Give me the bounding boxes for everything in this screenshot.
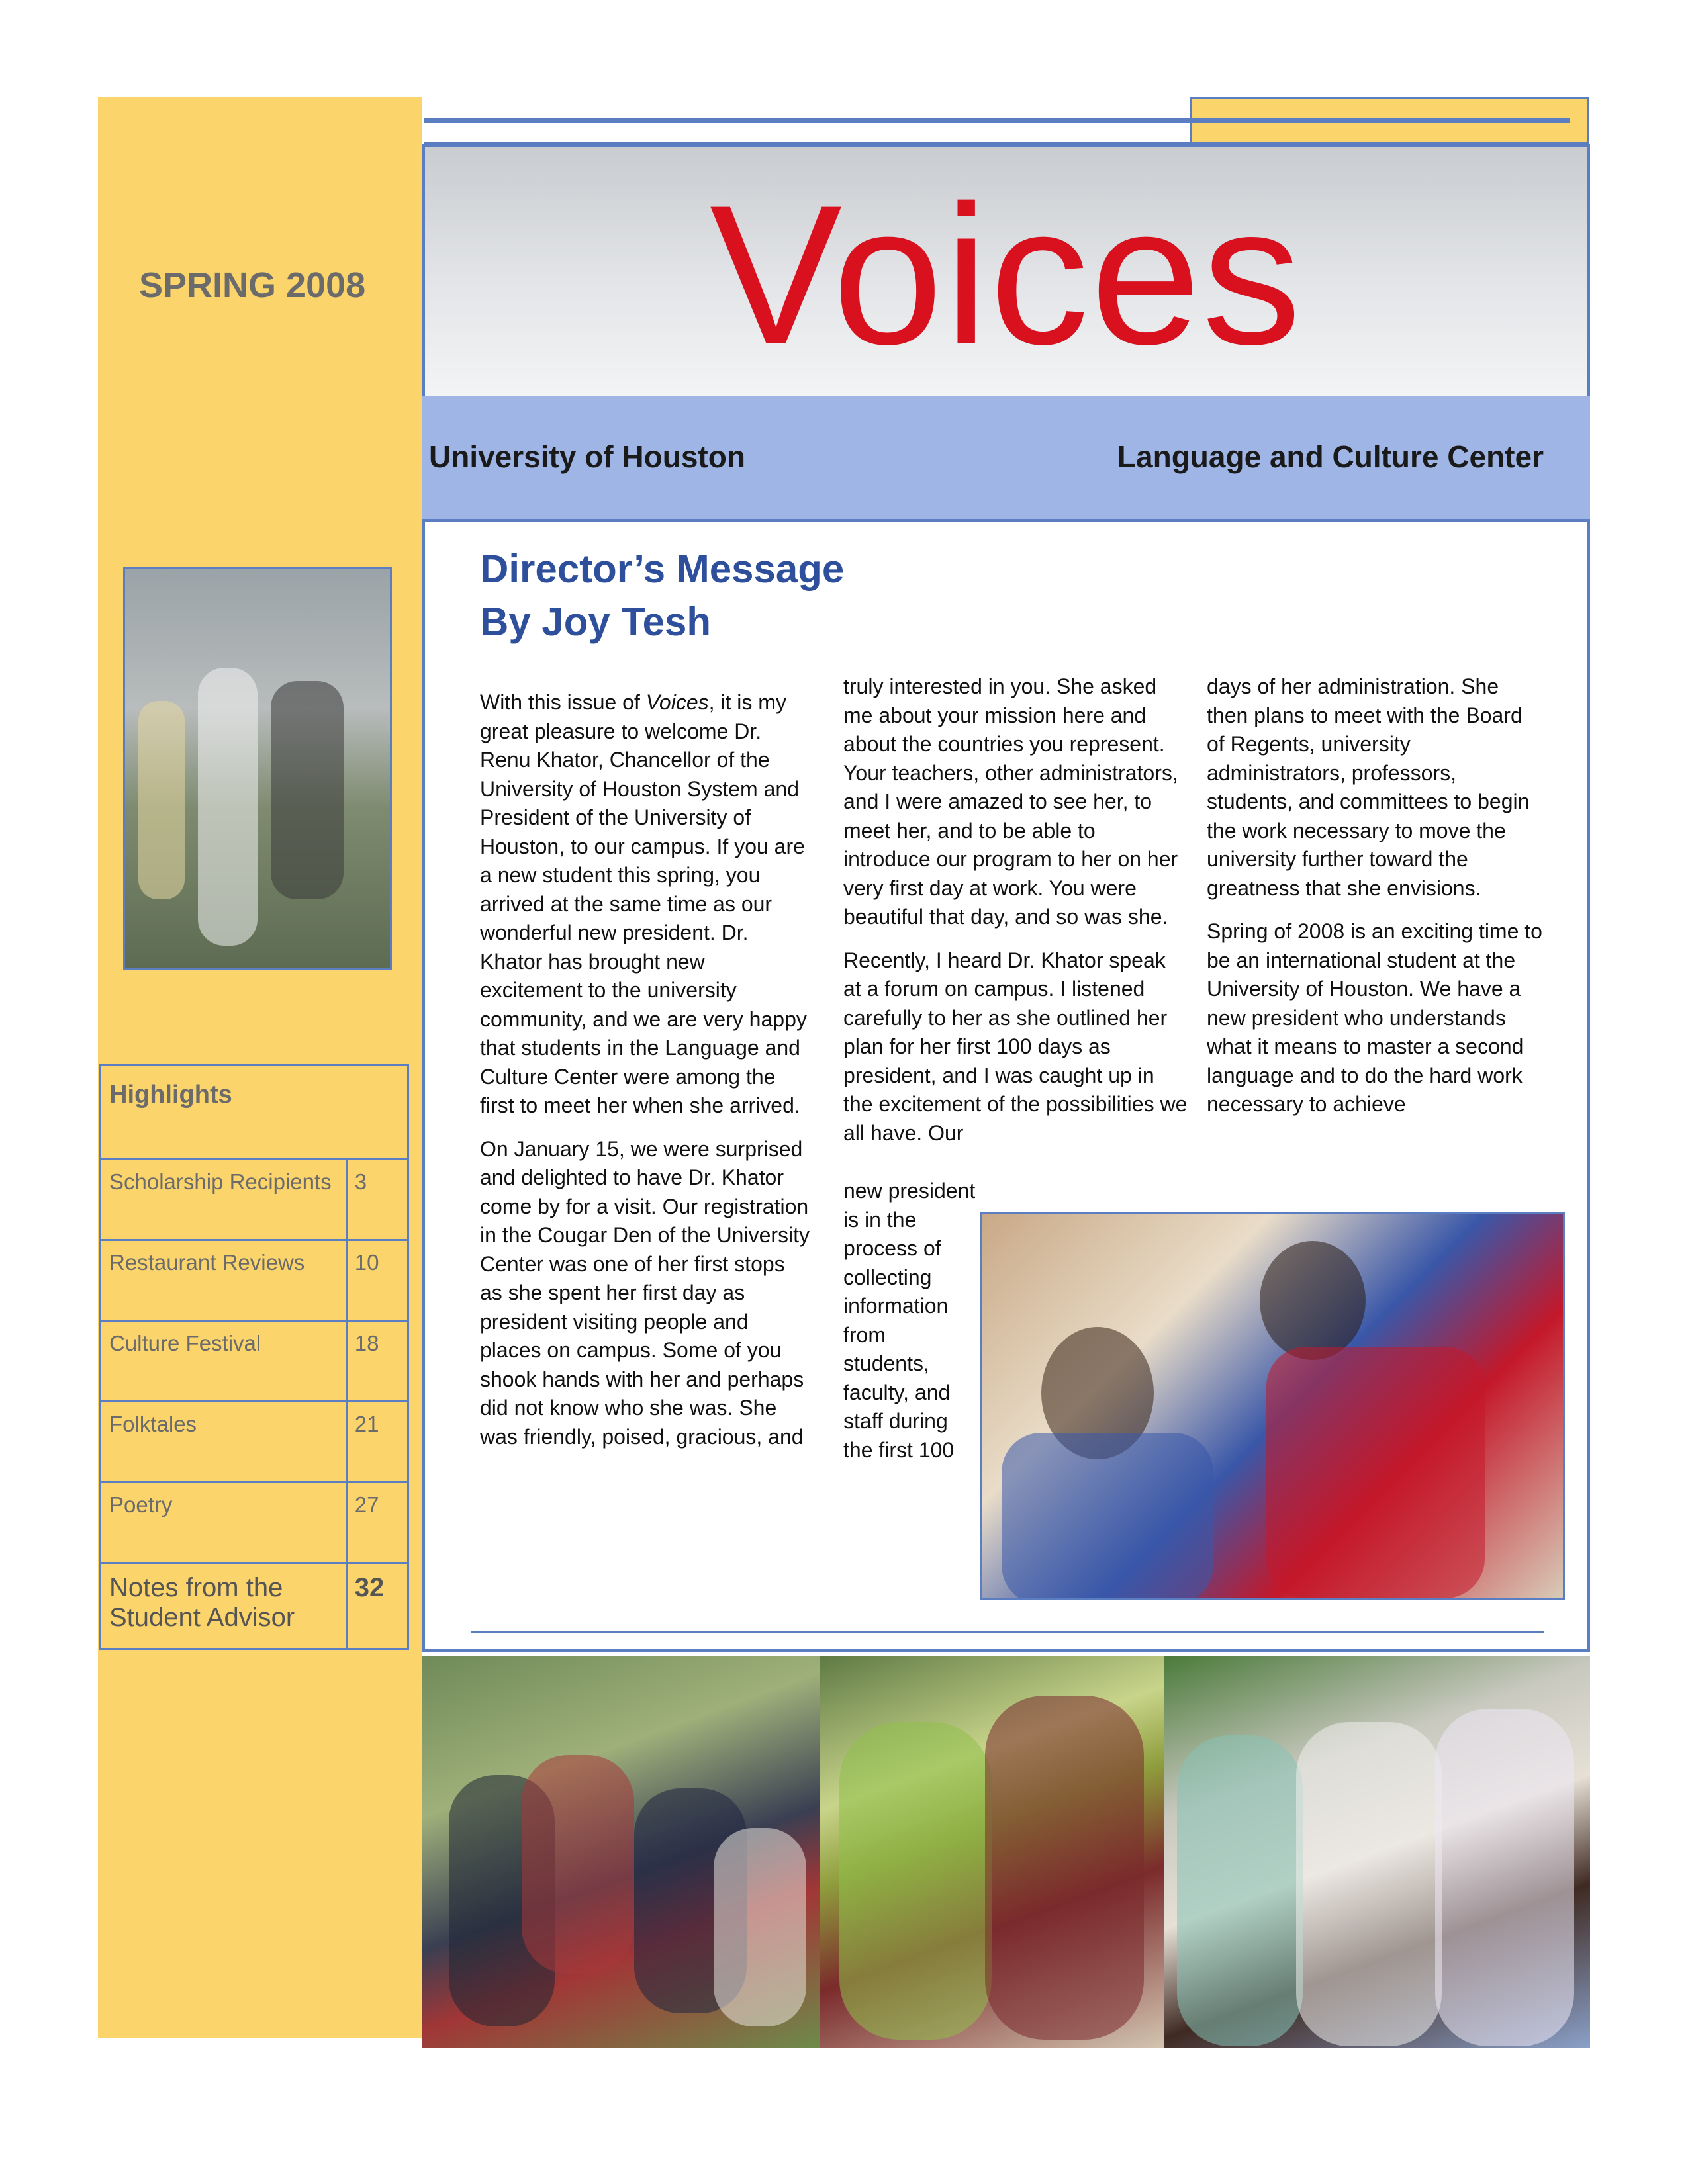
- paragraph: [480, 688, 811, 1120]
- highlight-page: 18: [347, 1321, 408, 1402]
- article-column-1: [480, 688, 811, 1466]
- university-name: University of Houston: [429, 439, 745, 474]
- top-rule: [424, 118, 1570, 123]
- paragraph: truly interested in you. She asked me about your mission here and about the countries you represent. Your teachers, other administrators, and I were amazed to see her, to meet her, and to be able to introduce our program to her on her very first day at work. You were beautiful that day, and so was she.: [843, 674, 1178, 929]
- highlight-row: [101, 1321, 408, 1402]
- photo-president-handshake: [980, 1212, 1565, 1600]
- highlight-page: 3: [347, 1160, 408, 1240]
- highlight-label: Restaurant Reviews: [101, 1240, 348, 1321]
- highlight-page: 27: [347, 1482, 408, 1563]
- newsletter-title: Voices: [710, 163, 1303, 386]
- highlight-label: Notes from the Student Advisor: [101, 1563, 348, 1649]
- article-headline: [480, 543, 1076, 649]
- issue-label: SPRING 2008: [139, 265, 366, 305]
- text-run: , it is my great pleasure to welcome Dr. Renu Khator, Chancellor of the University of Houston System and President of the University of Houston, to our campus. If you are a new student this spring, you arrived at the same time as our wonderful new president. Dr. Khator has brought new excitement to the university community, and we are very happy that students in the Language and Culture Center were among the first to meet her when she arrived.: [480, 690, 807, 1117]
- article-column-2-wrap: [843, 1177, 976, 1479]
- text-run: With this issue of: [480, 690, 646, 714]
- photo-student-group-3: [1164, 1656, 1590, 2048]
- subtitle-bar-rule: [422, 519, 1590, 522]
- highlight-page: 10: [347, 1240, 408, 1321]
- sidebar-photo-students-dancing: [123, 567, 392, 970]
- headline-byline: By Joy Tesh: [480, 600, 712, 644]
- highlight-label: Culture Festival: [101, 1321, 348, 1402]
- article-column-2: [843, 672, 1188, 1162]
- highlight-row: [101, 1482, 408, 1563]
- paragraph: new president is in the process of collecting information from students, faculty, and staff during the first 100: [843, 1179, 976, 1462]
- photo-student-group-1: [422, 1656, 820, 2048]
- highlights-table: [99, 1064, 409, 1650]
- highlight-row: [101, 1402, 408, 1482]
- headline-title: Director’s Message: [480, 547, 845, 591]
- article-column-3: [1207, 672, 1544, 1134]
- highlight-label: Scholarship Recipients: [101, 1160, 348, 1240]
- highlight-row: [101, 1240, 408, 1321]
- highlight-label: Poetry: [101, 1482, 348, 1563]
- paragraph: On January 15, we were surprised and delighted to have Dr. Khator come by for a visit. Our registration in the Cougar Den of the University Center was one of her first stops as she spent her first day as president visiting people and places on campus. Some of you shook hands with her and perhaps did not know who she was. She was friendly, poised, gracious, and: [480, 1136, 810, 1449]
- photo-student-group-2: [820, 1656, 1164, 2048]
- paragraph: Spring of 2008 is an exciting time to be an international student at the University of Houston. We have a new president who understands what it means to master a second language and to do the hard work necessary to achieve: [1207, 919, 1542, 1116]
- highlight-row: [101, 1563, 408, 1649]
- section-rule: [471, 1631, 1544, 1633]
- highlight-label: Folktales: [101, 1402, 348, 1482]
- publication-name: Voices: [645, 690, 709, 714]
- highlight-row: [101, 1160, 408, 1240]
- paragraph: Recently, I heard Dr. Khator speak at a forum on campus. I listened carefully to her as she outlined her plan for her first 100 days as president, and I was caught up in the excitement of the possibilities we all have. Our: [843, 948, 1188, 1145]
- paragraph: days of her administration. She then plans to meet with the Board of Regents, university administrators, professors, students, and committees to begin the work necessary to move the university further toward the greatness that she envisions.: [1207, 674, 1530, 900]
- highlight-page: 21: [347, 1402, 408, 1482]
- highlights-heading: Highlights: [101, 1066, 408, 1160]
- highlight-page: 32: [347, 1563, 408, 1649]
- center-name: Language and Culture Center: [1117, 439, 1544, 474]
